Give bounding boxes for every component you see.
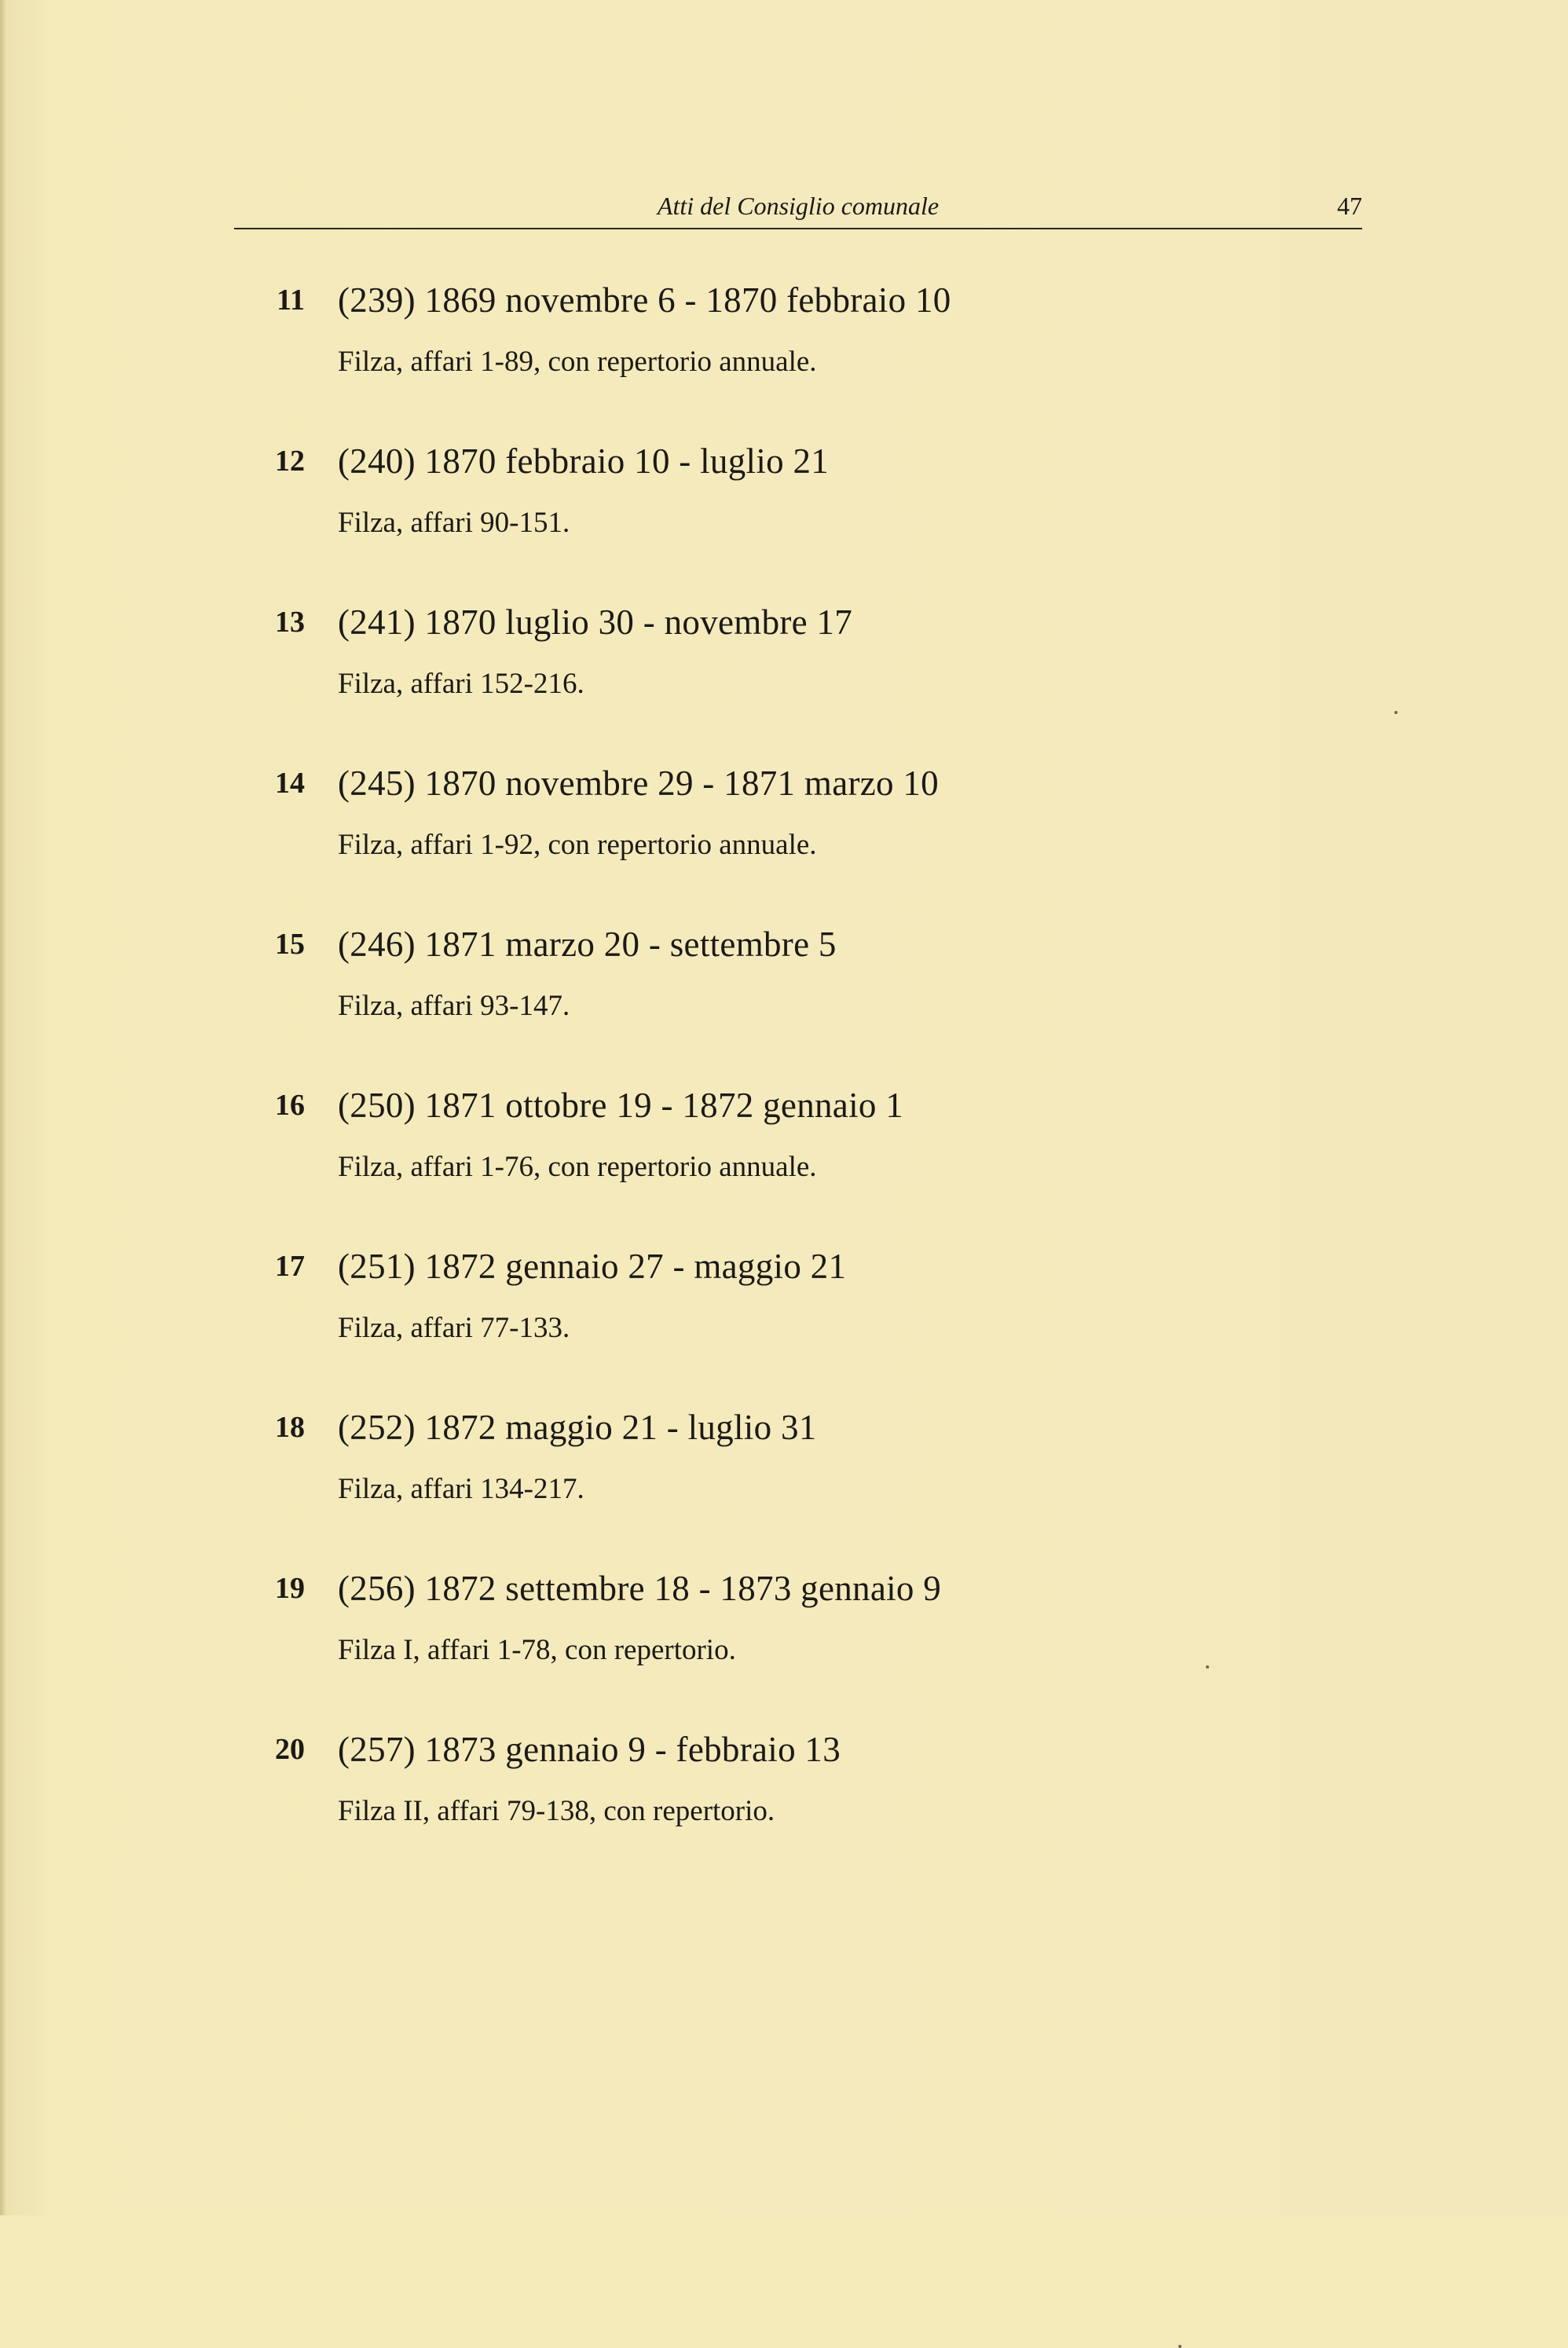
entry-date-range: (240) 1870 febbraio 10 - luglio 21 xyxy=(338,441,830,481)
entry-number: 16 xyxy=(275,1089,305,1122)
entry-description: Filza, affari 1-89, con repertorio annuale. xyxy=(338,346,817,378)
entry-number: 18 xyxy=(275,1411,305,1444)
page-number: 47 xyxy=(1337,192,1362,220)
entry-description: Filza, affari 152-216. xyxy=(338,668,584,700)
running-header-title: Atti del Consiglio comunale xyxy=(657,192,940,220)
entry-date-range: (256) 1872 settembre 18 - 1873 gennaio 9 xyxy=(338,1569,942,1608)
entry-date-range: (252) 1872 maggio 21 - luglio 31 xyxy=(338,1408,817,1447)
entry-number: 19 xyxy=(275,1572,305,1605)
entry-date-range: (239) 1869 novembre 6 - 1870 febbraio 10 xyxy=(338,280,951,320)
entry-description: Filza, affari 90-151. xyxy=(338,507,570,539)
entry-description: Filza II, affari 79-138, con repertorio. xyxy=(338,1795,775,1827)
header-rule xyxy=(234,228,1362,229)
entry-number: 15 xyxy=(275,928,305,961)
entry-14 xyxy=(0,761,1568,922)
entry-date-range: (241) 1870 luglio 30 - novembre 17 xyxy=(338,603,853,642)
entry-description: Filza I, affari 1-78, con repertorio. xyxy=(338,1634,736,1666)
entry-19 xyxy=(0,1566,1568,1727)
entry-number: 11 xyxy=(277,284,305,317)
entry-12 xyxy=(0,439,1568,600)
entry-16 xyxy=(0,1083,1568,1244)
paper-speck xyxy=(1394,711,1398,714)
paper-speck xyxy=(1178,2345,1181,2348)
entry-date-range: (246) 1871 marzo 20 - settembre 5 xyxy=(338,925,837,964)
entry-description: Filza, affari 134-217. xyxy=(338,1473,584,1505)
running-header xyxy=(234,190,1362,229)
entry-date-range: (257) 1873 gennaio 9 - febbraio 13 xyxy=(338,1730,841,1769)
entry-18 xyxy=(0,1405,1568,1566)
entry-number: 20 xyxy=(275,1733,305,1766)
entry-date-range: (245) 1870 novembre 29 - 1871 marzo 10 xyxy=(338,764,939,803)
entry-20 xyxy=(0,1727,1568,1888)
paper-speck xyxy=(1206,1665,1209,1669)
entry-description: Filza, affari 77-133. xyxy=(338,1312,570,1344)
entry-number: 13 xyxy=(275,606,305,639)
entry-description: Filza, affari 93-147. xyxy=(338,990,570,1022)
entry-date-range: (250) 1871 ottobre 19 - 1872 gennaio 1 xyxy=(338,1086,904,1125)
entry-number: 17 xyxy=(275,1250,305,1283)
entry-list xyxy=(0,278,1568,1888)
entry-number: 14 xyxy=(275,767,305,800)
entry-description: Filza, affari 1-92, con repertorio annuale. xyxy=(338,829,817,861)
entry-11 xyxy=(0,278,1568,439)
entry-13 xyxy=(0,600,1568,761)
entry-description: Filza, affari 1-76, con repertorio annuale. xyxy=(338,1151,817,1183)
entry-15 xyxy=(0,922,1568,1083)
entry-17 xyxy=(0,1244,1568,1405)
entry-number: 12 xyxy=(275,445,305,478)
entry-date-range: (251) 1872 gennaio 27 - maggio 21 xyxy=(338,1247,847,1286)
